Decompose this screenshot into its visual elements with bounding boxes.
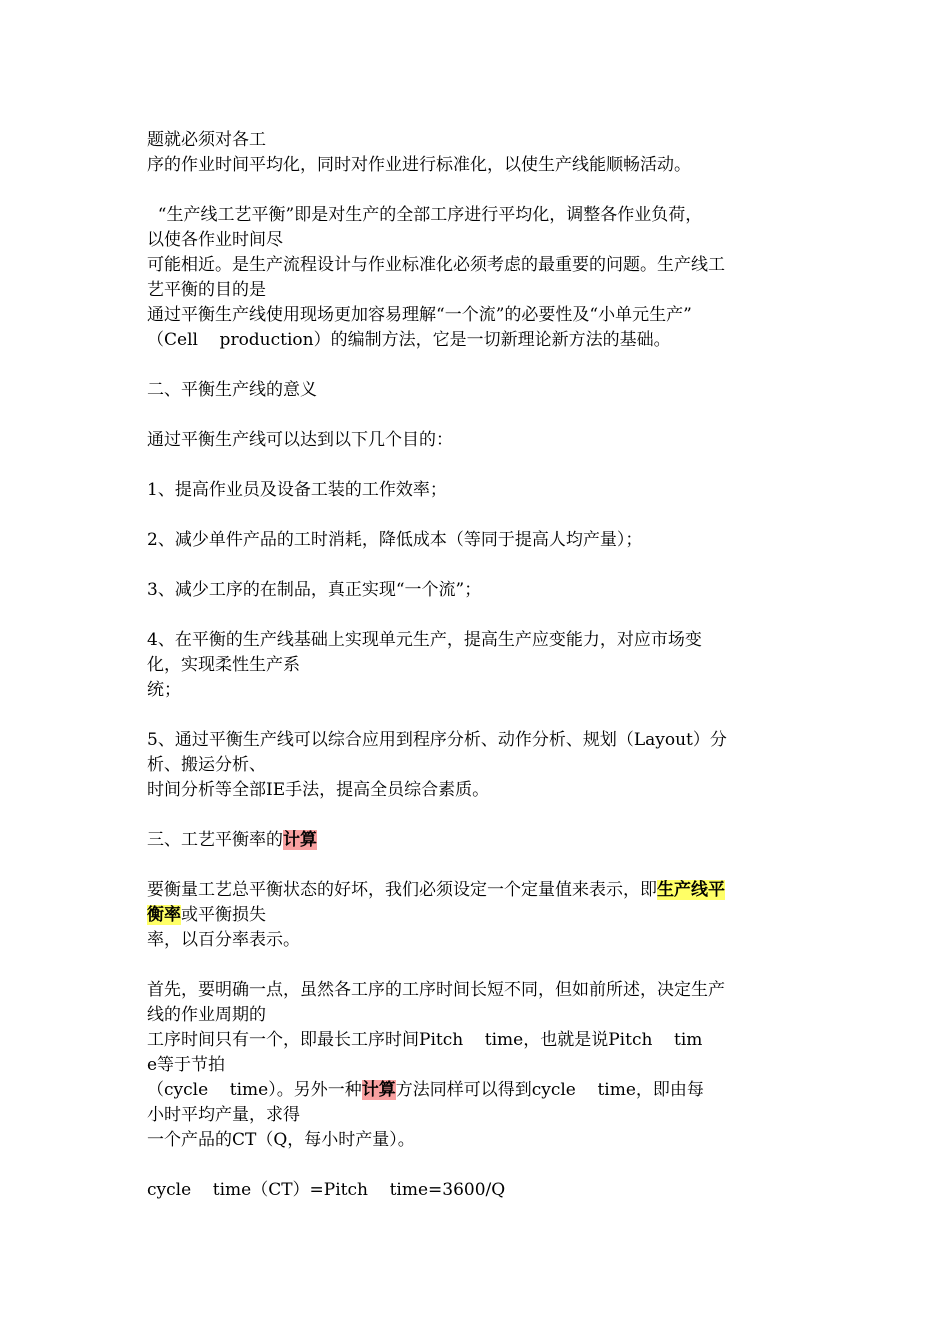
list-item: 1、提高作业员及设备工装的工作效率；	[147, 480, 447, 500]
list-item: 5、通过平衡生产线可以综合应用到程序分析、动作分析、规划（Layout）分	[147, 730, 727, 750]
highlight-mark: 衡率	[147, 905, 181, 925]
list-item: 3、减少工序的在制品，真正实现“一个流”；	[147, 580, 482, 600]
list-item: 统；	[147, 680, 181, 700]
paragraph-line: e等于节拍	[147, 1055, 226, 1075]
paragraph-line: 率，以百分率表示。	[147, 930, 300, 950]
paragraph-line: 艺平衡的目的是	[147, 280, 266, 300]
blank-line	[147, 953, 807, 978]
paragraph-line	[147, 903, 807, 928]
section-heading	[147, 828, 807, 853]
list-item: 化，实现柔性生产系	[147, 655, 300, 675]
paragraph-line	[147, 878, 807, 903]
paragraph-line: 一个产品的CT（Q，每小时产量）。	[147, 1130, 415, 1150]
paragraph-line: 以使各作业时间尽	[147, 230, 283, 250]
paragraph-line: 通过平衡生产线使用现场更加容易理解“一个流”的必要性及“小单元生产”	[147, 305, 692, 325]
list-item: 时间分析等全部IE手法，提高全员综合素质。	[147, 780, 490, 800]
paragraph-line	[147, 1078, 807, 1103]
paragraph-line: 可能相近。是生产流程设计与作业标准化必须考虑的最重要的问题。生产线工	[147, 255, 725, 275]
paragraph-line: 首先，要明确一点，虽然各工序的工序时间长短不同，但如前所述，决定生产	[147, 980, 725, 1000]
blank-line	[147, 603, 807, 628]
paragraph-line: “生产线工艺平衡”即是对生产的全部工序进行平均化，调整各作业负荷，	[147, 205, 703, 225]
paragraph-line: （Cell production）的编制方法，它是一切新理论新方法的基础。	[147, 330, 671, 350]
blank-line	[147, 803, 807, 828]
paragraph-line: 工序时间只有一个，即最长工序时间Pitch time，也就是说Pitch tim	[147, 1030, 703, 1050]
highlight-mark: 计算	[361, 1080, 396, 1100]
paragraph-line: 线的作业周期的	[147, 1005, 266, 1025]
blank-line	[147, 503, 807, 528]
text-run: 或平衡损失	[181, 905, 266, 925]
paragraph-line: 题就必须对各工	[147, 130, 266, 150]
section-heading: 二、平衡生产线的意义	[147, 380, 317, 400]
blank-line	[147, 853, 807, 878]
text-run: 方法同样可以得到cycle time，即由每	[395, 1080, 704, 1100]
blank-line	[147, 353, 807, 378]
heading-text: 三、工艺平衡率的	[147, 830, 283, 850]
blank-line	[147, 403, 807, 428]
blank-line	[147, 553, 807, 578]
list-item: 析、搬运分析、	[147, 755, 266, 775]
blank-line	[147, 453, 807, 478]
list-item: 4、在平衡的生产线基础上实现单元生产，提高生产应变能力，对应市场变	[147, 630, 702, 650]
blank-line	[147, 178, 807, 203]
paragraph-line: 通过平衡生产线可以达到以下几个目的：	[147, 430, 453, 450]
highlight-mark: 生产线平	[657, 880, 725, 900]
text-run: （cycle time）。另外一种	[147, 1080, 362, 1100]
list-item: 2、减少单件产品的工时消耗，降低成本（等同于提高人均产量）；	[147, 530, 643, 550]
document-body	[147, 128, 807, 1203]
blank-line	[147, 1153, 807, 1178]
text-run: 要衡量工艺总平衡状态的好坏，我们必须设定一个定量值来表示，即	[147, 880, 657, 900]
highlight-mark: 计算	[283, 830, 317, 850]
paragraph-line: 序的作业时间平均化，同时对作业进行标准化，以使生产线能顺畅活动。	[147, 155, 691, 175]
blank-line	[147, 703, 807, 728]
paragraph-line: 小时平均产量，求得	[147, 1105, 300, 1125]
formula-line: cycle time（CT）=Pitch time=3600/Q	[147, 1180, 506, 1200]
